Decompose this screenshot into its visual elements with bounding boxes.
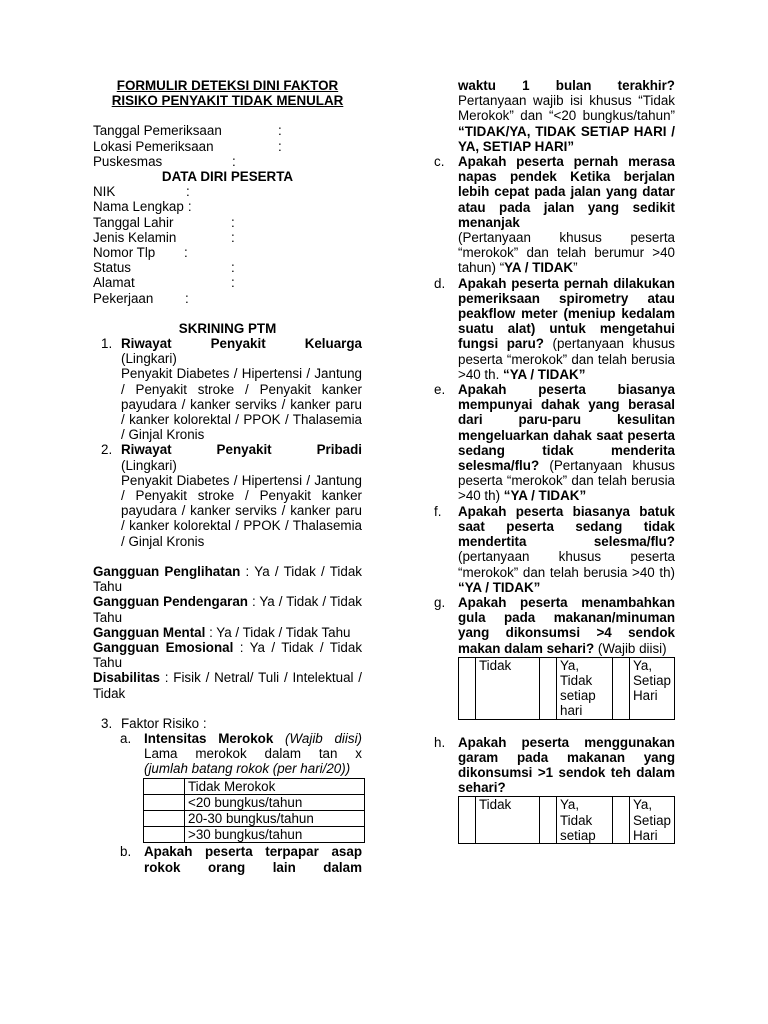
disabilitas: Disabilitas : Fisik / Netral/ Tuli / Intelektual / Tidak	[93, 670, 362, 701]
merokok-options-table	[143, 778, 365, 844]
checkbox-cell[interactable]	[540, 657, 557, 719]
field-jenis-kelamin: Jenis Kelamin :	[93, 229, 235, 245]
item-3b-question-tail: waktu 1 bulan terakhir?	[458, 78, 675, 93]
data-diri-fields	[93, 184, 362, 306]
checkbox-cell[interactable]	[459, 657, 476, 719]
gangguan-mental: Gangguan Mental : Ya / Tidak / Tidak Tahu	[93, 624, 351, 640]
field-nomor-tlp: Nomor Tlp :	[93, 245, 188, 261]
gangguan-emosional: Gangguan Emosional : Ya / Tidak / Tidak Tahu	[93, 639, 363, 671]
checkbox-cell[interactable]	[540, 797, 557, 844]
left-column	[93, 78, 362, 874]
item-3e-dahak: e. Apakah peserta biasanya mempunyai dahak yang berasal dari paru-paru kesulitan mengeluarkan dahak saat peserta sedang tidak menderita selesma/flu? (Pertanyaan khusus peserta “merokok” dan telah berusia >40 th) “YA / TIDAK”	[434, 382, 675, 504]
item-3b-continued	[458, 78, 675, 154]
right-column	[434, 78, 675, 844]
data-diri-heading: DATA DIRI PESERTA	[161, 169, 294, 185]
item-faktor-risiko: 3. Faktor Risiko :	[101, 715, 207, 731]
field-nama-lengkap: Nama Lengkap :	[93, 199, 192, 215]
item-riwayat-keluarga: 1. Riwayat Penyakit Keluarga (Lingkari) Penyakit Diabetes / Hipertensi / Jantung / Penyakit stroke / Penyakit kanker payudara / kanker serviks / kanker paru / kanker kolorektal / PPOK / Thalasemia / Ginjal Kronis	[101, 336, 362, 443]
checkbox-cell[interactable]	[144, 810, 185, 826]
item-3d-spirometry: d. Apakah peserta pernah dilakukan pemeriksaan spirometry atau peakflow meter (meniup kedalam suatu alat) untuk mengetahui fungsi paru? (pertanyaan khusus peserta “merokok” dan telah berusia >40 th. “YA / TIDAK”	[434, 275, 675, 382]
item-3b-note: Pertanyaan wajib isi khusus “Tidak Merokok” dan “<20 bungkus/tahun” “TIDAK/YA, TIDAK SETIAP HARI / YA, SETIAP HARI”	[458, 93, 675, 154]
option-row: Tidak Ya, Tidak setiap hari Ya, Setiap Hari	[459, 657, 675, 719]
field-tanggal-lahir: Tanggal Lahir :	[93, 214, 235, 230]
option-row: >30 bungkus/tahun	[144, 827, 365, 843]
garam-options-table	[458, 796, 675, 844]
item-3c-napas-pendek: c. Apakah peserta pernah merasa napas pendek Ketika berjalan lebih cepat pada jalan yang datar atau pada jalan yang sedikit menanjak (Pertanyaan khusus peserta “merokok” dan telah berumur >40 tahun) “YA / TIDAK”	[434, 154, 675, 276]
form-title-line1: FORMULIR DETEKSI DINI FAKTOR	[116, 78, 339, 93]
item-3g-gula: g. Apakah peserta menambahkan gula pada makanan/minuman yang dikonsumsi >4 sendok makan dalam sehari? (Wajib diisi) Tidak Ya, Tidak setiap hari Ya, Setiap Hari	[434, 594, 675, 719]
checkbox-cell[interactable]	[459, 797, 476, 844]
header-fields	[93, 123, 362, 169]
skrining-heading: SKRINING PTM	[178, 320, 277, 336]
item1-title: Riwayat Penyakit Keluarga	[121, 336, 362, 352]
field-tanggal-pemeriksaan: Tanggal Pemeriksaan :	[93, 123, 282, 139]
item-3a-intensitas-merokok: a. Intensitas Merokok (Wajib diisi) Lama merokok dalam tan x (jumlah batang rokok (per hari/20)) Tidak Merokok <20 bungkus/tahun 20-30 bungkus/tahun >30 bungkus/tahun	[144, 731, 362, 843]
gangguan-list	[93, 564, 362, 701]
checkbox-cell[interactable]	[144, 827, 185, 843]
checkbox-cell[interactable]	[613, 797, 630, 844]
field-lokasi-pemeriksaan: Lokasi Pemeriksaan :	[93, 138, 282, 154]
item-riwayat-pribadi: 2. Riwayat Penyakit Pribadi (Lingkari) Penyakit Diabetes / Hipertensi / Jantung / Penyakit stroke / Penyakit kanker payudara / kanker serviks / kanker paru / kanker kolorektal / PPOK / Thalasemia / Ginjal Kronis	[101, 442, 362, 549]
gangguan-penglihatan: Gangguan Penglihatan : Ya / Tidak / Tidak Tahu	[93, 563, 362, 595]
gangguan-pendengaran: Gangguan Pendengaran : Ya / Tidak / Tidak Tahu	[93, 594, 363, 625]
option-row: Tidak Ya, Tidak setiap Ya, Setiap Hari	[459, 797, 675, 844]
item-3h-garam: h. Apakah peserta menggunakan garam pada makanan yang dikonsumsi >1 sendok teh dalam sehari? Tidak Ya, Tidak setiap Ya, Setiap Hari	[434, 734, 675, 843]
option-row: 20-30 bungkus/tahun	[144, 810, 365, 826]
field-pekerjaan: Pekerjaan :	[93, 290, 189, 306]
option-row: <20 bungkus/tahun	[144, 794, 365, 810]
checkbox-cell[interactable]	[144, 778, 185, 794]
field-alamat: Alamat :	[93, 275, 235, 291]
option-row: Tidak Merokok	[144, 778, 365, 794]
gula-options-table	[458, 657, 675, 720]
form-title-line2: RISIKO PENYAKIT TIDAK MENULAR	[111, 93, 344, 109]
item-3b-paparan-asap: b. Apakah peserta terpapar asap rokok orang lain dalam	[120, 844, 362, 875]
field-puskesmas: Puskesmas :	[93, 153, 236, 169]
checkbox-cell[interactable]	[613, 657, 630, 719]
checkbox-cell[interactable]	[144, 794, 185, 810]
field-status: Status :	[93, 260, 235, 276]
field-nik: NIK :	[93, 184, 190, 200]
item-3f-batuk: f. Apakah peserta biasanya batuk saat peserta sedang tidak mendertita selesma/flu? (pertanyaan khusus peserta “merokok” dan telah berusia >40 th) “YA / TIDAK”	[434, 503, 675, 595]
item2-title: Riwayat Penyakit Pribadi	[121, 442, 362, 458]
item-3b-question: Apakah peserta terpapar asap rokok orang lain dalam	[144, 844, 362, 875]
